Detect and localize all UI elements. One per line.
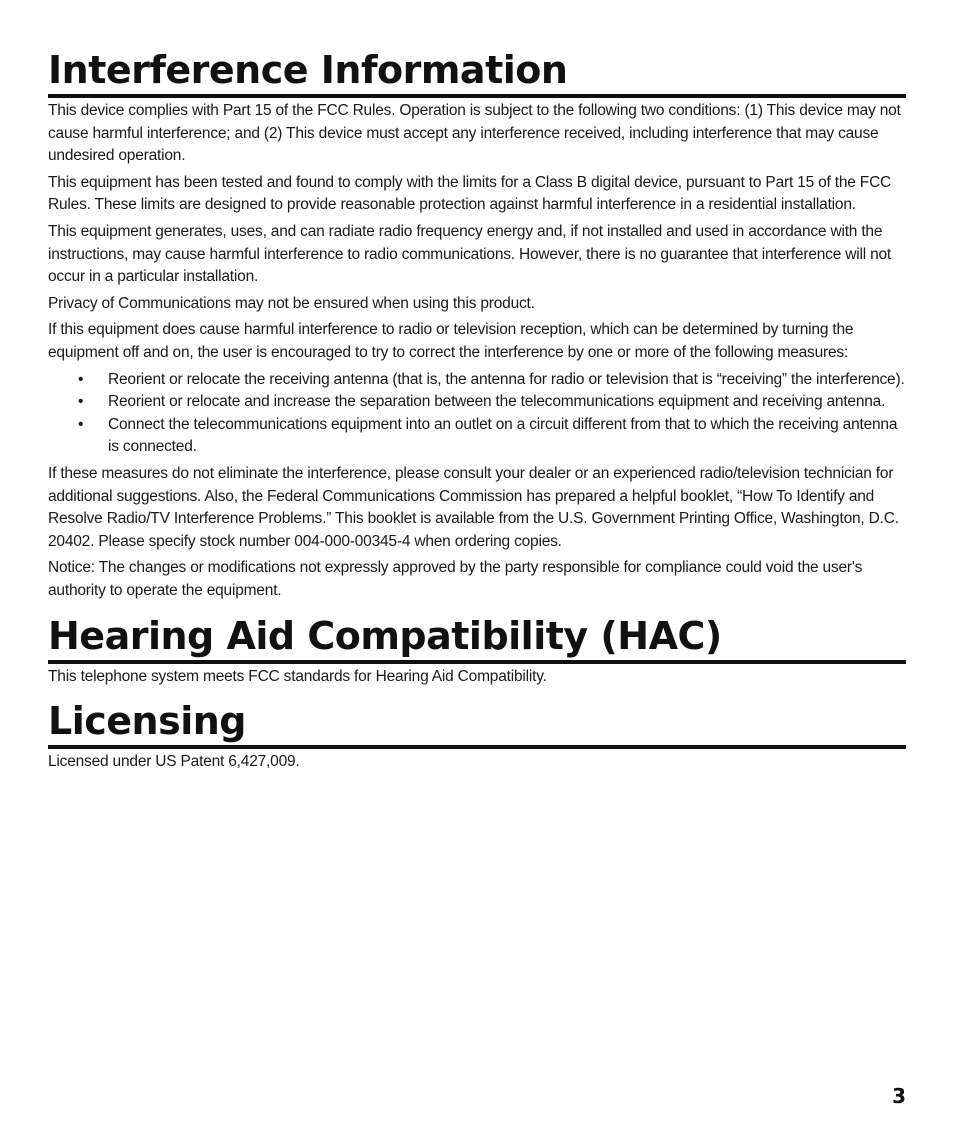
section-body xyxy=(48,100,906,602)
document-page xyxy=(48,40,906,778)
paragraph-modifications-notice: Notice: The changes or modifications not expressly approved by the party responsible for compliance could void the user's authority to operate the equipment. xyxy=(48,559,863,599)
section-interference-information xyxy=(48,46,906,602)
measures-list xyxy=(48,369,906,459)
list-item xyxy=(78,414,906,459)
section-heading-hac: Hearing Aid Compatibility (HAC) xyxy=(48,612,906,664)
paragraph-consult-dealer: If these measures do not eliminate the interference, please consult your dealer or an experienced radio/television technician for additional suggestions. Also, the Federal Communications Commission has prepared a helpful booklet, “How To Identify and Resolve Radio/TV Interference Problems.” This booklet is available from the U.S. Government Printing Office, Washington, D.C. 20402. Please specify stock number 004-000-00345-4 when ordering copies. xyxy=(48,464,899,550)
paragraph-fcc-part15-compliance: This device complies with Part 15 of the FCC Rules. Operation is subject to the following two conditions: (1) This device may not cause harmful interference; and (2) This device must accept any interference received, including interference that may cause undesired operation. xyxy=(48,102,901,165)
section-licensing xyxy=(48,697,906,774)
list-item-text: Reorient or relocate and increase the separation between the telecommunications equipment and receiving antenna. xyxy=(108,393,886,411)
bullet-icon: • xyxy=(78,370,84,388)
list-item xyxy=(78,391,906,414)
paragraph-radio-frequency-energy: This equipment generates, uses, and can radiate radio frequency energy and, if not installed and used in accordance with the instructions, may cause harmful interference to radio communications. However, there is no guarantee that interference will not occur in a particular installation. xyxy=(48,222,892,286)
section-hearing-aid-compatibility xyxy=(48,612,906,689)
list-item xyxy=(78,369,906,392)
paragraph-privacy-notice: Privacy of Communications may not be ensured when using this product. xyxy=(48,294,535,312)
section-heading-interference-information: Interference Information xyxy=(48,46,906,98)
paragraph-patent-license: Licensed under US Patent 6,427,009. xyxy=(48,753,300,771)
bullet-icon: • xyxy=(78,393,84,411)
list-item-text: Reorient or relocate the receiving antenna (that is, the antenna for radio or television that is “receiving” the interference). xyxy=(108,370,905,388)
paragraph-correction-measures: If this equipment does cause harmful interference to radio or television reception, which can be determined by turning the equipment off and on, the user is encouraged to try to correct the interference by one or more of the following measures: xyxy=(48,321,854,361)
section-heading-licensing: Licensing xyxy=(48,697,906,749)
paragraph-hac-statement: This telephone system meets FCC standards for Hearing Aid Compatibility. xyxy=(48,668,547,686)
bullet-icon: • xyxy=(78,415,84,433)
page-number: 3 xyxy=(892,1084,906,1108)
list-item-text: Connect the telecommunications equipment into an outlet on a circuit different from that to which the receiving antenna is connected. xyxy=(108,415,898,456)
paragraph-class-b-limits: This equipment has been tested and found to comply with the limits for a Class B digital device, pursuant to Part 15 of the FCC Rules. These limits are designed to provide reasonable protection against harmful interference in a residential installation. xyxy=(48,173,892,214)
